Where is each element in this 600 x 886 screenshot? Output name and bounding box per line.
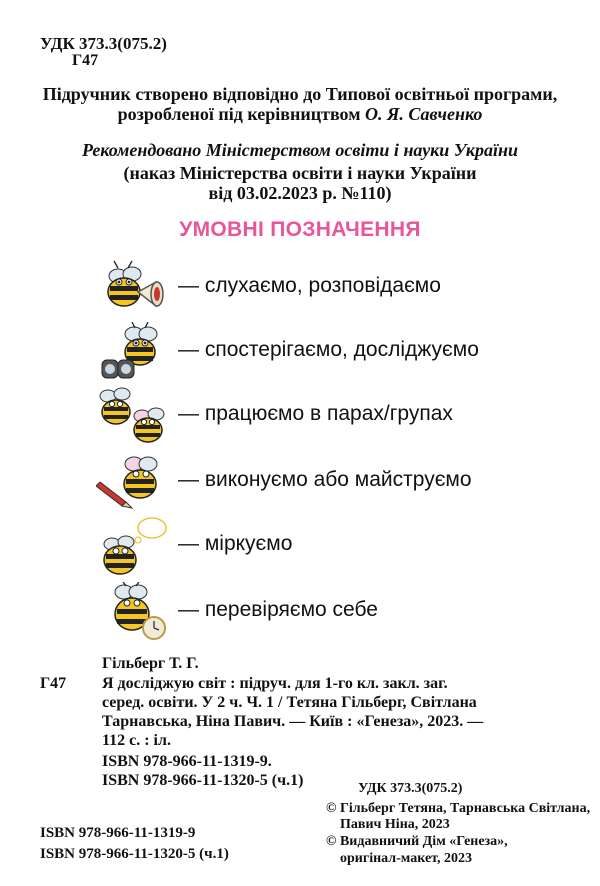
legend-item-make (96, 452, 576, 516)
legend-item-listen (96, 258, 576, 322)
copyright-authors-line2: Павич Ніна, 2023 (340, 817, 450, 832)
ministry-order-line2: від 03.02.2023 р. №110) (208, 183, 392, 203)
legend-label: — спостерігаємо, досліджуємо (178, 338, 479, 361)
udk-code: УДК 373.3(075.2) (40, 34, 167, 53)
legend-label: — працюємо в парах/групах (178, 402, 453, 425)
bee-megaphone-icon (96, 258, 172, 316)
library-code: Г47 (72, 52, 99, 69)
legend-heading: УМОВНІ ПОЗНАЧЕННЯ (179, 218, 421, 241)
recommendation-line: Рекомендовано Міністерством освіти і науки України (81, 140, 519, 160)
catalog-code: Г47 (40, 675, 67, 692)
legend-label: — виконуємо або майструємо (178, 468, 472, 491)
legend-item-pairs (96, 386, 576, 450)
bee-binoculars-icon (96, 322, 172, 382)
catalog-line: Я досліджую світ : підруч. для 1-го кл. закл. заг. (102, 675, 448, 692)
bee-pencil-icon (96, 452, 172, 512)
copyright-publisher-line2: оригінал-макет, 2023 (340, 851, 473, 866)
program-statement-prefix: розробленої під керівництвом (117, 104, 365, 124)
program-statement-line1: Підручник створено відповідно до Типової освітньої програми, (42, 84, 558, 104)
legend-label: — слухаємо, розповідаємо (178, 274, 441, 297)
copyright-authors-line1: © Гільберг Тетяна, Тарнавська Світлана, (326, 801, 591, 816)
legend-item-observe (96, 322, 576, 386)
legend-item-think (96, 516, 576, 580)
legend-item-selfcheck (96, 582, 576, 646)
bee-thinking-icon (96, 516, 172, 578)
footer-isbn: ISBN 978-966-11-1319-9 (40, 825, 196, 841)
bee-clock-icon (96, 582, 176, 644)
legend-label: — міркуємо (178, 532, 293, 555)
catalog-author: Гільберг Т. Г. (102, 655, 199, 672)
program-author: О. Я. Савченко (364, 104, 483, 124)
copyright-publisher-line1: © Видавничий Дім «Генеза», (326, 834, 508, 849)
footer-udk: УДК 373.3(075.2) (358, 781, 463, 796)
catalog-line: Тарнавська, Ніна Павич. — Київ : «Генеза», 2023. — (102, 713, 484, 730)
catalog-line: серед. освіти. У 2 ч. Ч. 1 / Тетяна Гільберг, Світлана (102, 694, 477, 711)
catalog-line: 112 с. : іл. (102, 732, 171, 749)
ministry-order-line1: (наказ Міністерства освіти і науки України (123, 163, 477, 183)
two-bees-icon (96, 386, 176, 448)
legend-label: — перевіряємо себе (178, 598, 378, 621)
program-statement-line2 (0, 104, 600, 124)
catalog-isbn: ISBN 978-966-11-1320-5 (ч.1) (102, 772, 304, 789)
catalog-isbn: ISBN 978-966-11-1319-9. (102, 753, 272, 770)
footer-isbn: ISBN 978-966-11-1320-5 (ч.1) (40, 846, 229, 862)
